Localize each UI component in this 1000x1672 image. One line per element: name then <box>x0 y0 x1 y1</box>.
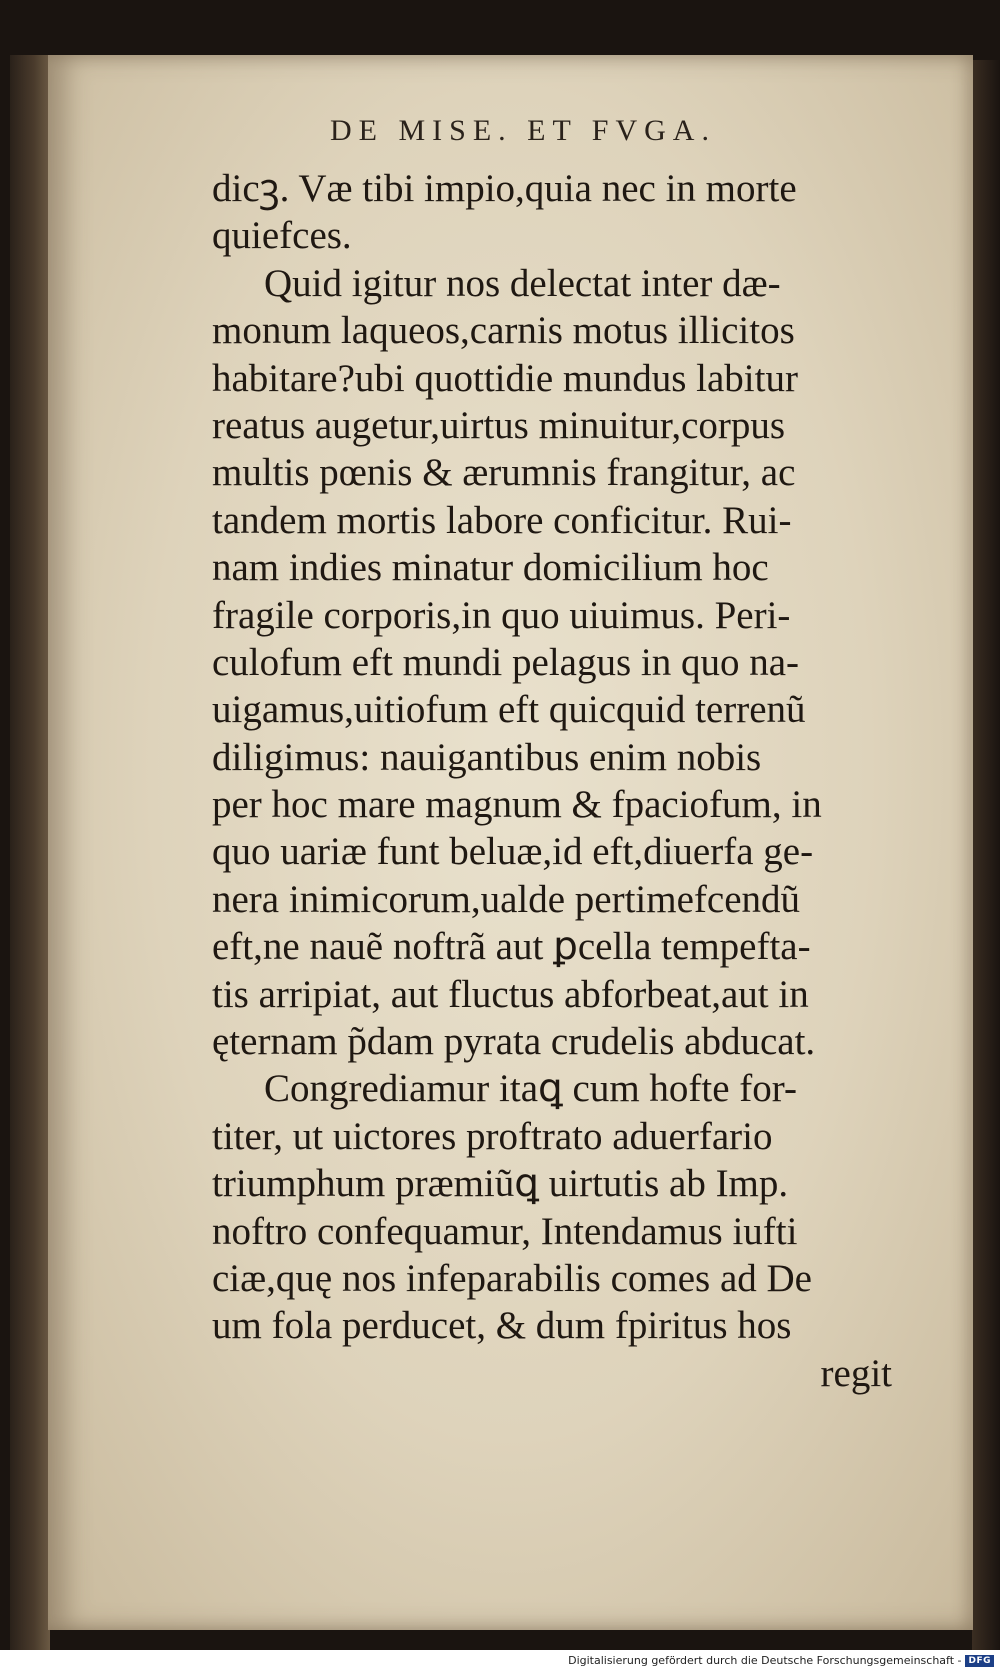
text-line: eft,ne nauẽ noftrã aut ꝑcella tempefta- <box>212 925 811 969</box>
text-line: multis pœnis & ærumnis frangitur, ac <box>212 451 796 495</box>
text-line: tis arripiat, aut fluctus abforbeat,aut in <box>212 972 809 1016</box>
dfg-logo: DFG <box>965 1655 994 1667</box>
text-line: fragile corporis,in quo uiuimus. Peri- <box>212 593 791 637</box>
text-line: habitare?ubi quottidie mundus labitur <box>212 356 798 400</box>
text-line: um fola perducet, & dum fpiritus hos <box>212 1304 792 1348</box>
text-line: quo uariæ funt beluæ,id eft,diuerfa ge- <box>212 830 814 874</box>
text-line: dicꝫ. Væ tibi impio,quia nec in morte <box>212 167 797 210</box>
text-line: reatus augetur,uirtus minuitur,corpus <box>212 403 786 447</box>
text-line: monum laqueos,carnis motus illicitos <box>212 309 795 353</box>
body-text <box>212 165 892 1397</box>
page-edge <box>972 60 1000 1650</box>
text-line: culofum eft mundi pelagus in quo na- <box>212 640 800 684</box>
book-cover-edge <box>10 55 50 1650</box>
text-line: tandem mortis labore conficitur. Rui- <box>212 498 792 542</box>
text-line: nam indies minatur domicilium hoc <box>212 546 769 590</box>
text-line: nera inimicorum,ualde pertimefcendũ <box>212 877 801 921</box>
text-line: noftro confequamur, Intendamus iufti <box>212 1209 798 1253</box>
catchword: regit <box>820 1351 892 1395</box>
text-line: titer, ut uictores proftrato aduerfario <box>212 1114 773 1158</box>
digitization-credit <box>568 1654 994 1667</box>
text-line: per hoc mare magnum & fpaciofum, in <box>212 783 822 827</box>
text-line: diligimus: nauigantibus enim nobis <box>212 735 762 779</box>
text-line: Congrediamur itaꝗ cum hofte for- <box>264 1067 797 1111</box>
text-line: ęternam p̃dam pyrata crudelis abducat. <box>212 1020 816 1064</box>
text-line: triumphum præmiũꝗ uirtutis ab Imp. <box>212 1162 789 1206</box>
text-line: ciæ,quę nos infeparabilis comes ad De <box>212 1256 812 1300</box>
text-line: quiefces. <box>212 214 352 258</box>
credit-text: Digitalisierung gefördert durch die Deutsche Forschungsgemeinschaft - <box>568 1654 962 1667</box>
text-line: Quid igitur nos delectat inter dæ- <box>264 261 781 305</box>
text-line: uigamus,uitiofum eft quicquid terrenũ <box>212 688 806 732</box>
running-head: DE MISE. ET FVGA. <box>330 114 716 147</box>
